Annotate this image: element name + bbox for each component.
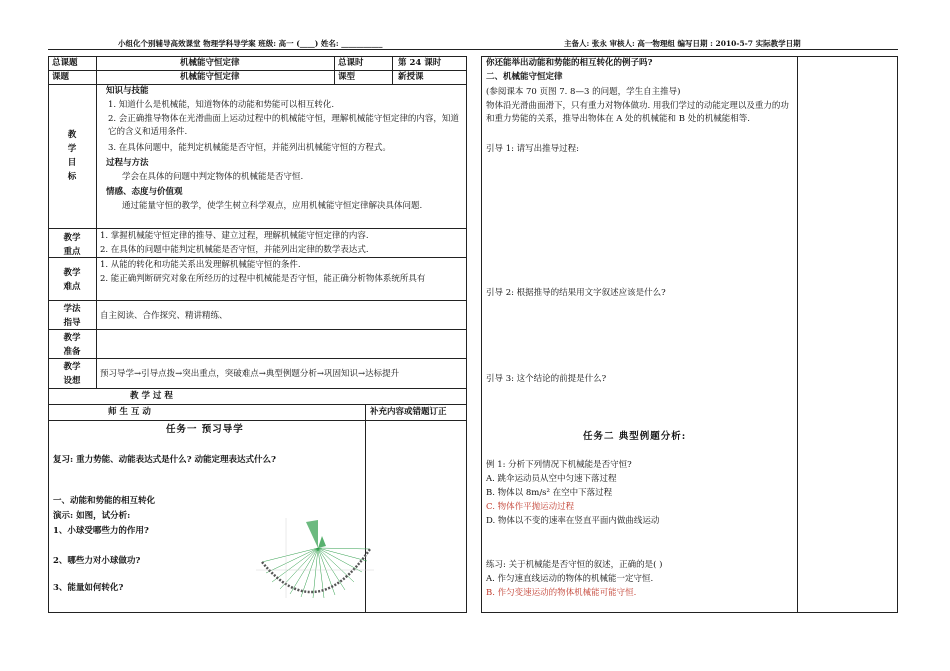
idea-label: 教学 设想	[63, 362, 81, 386]
section-heading-2: 二、机械能守恒定律	[486, 72, 563, 82]
practice-option-b: B. 作匀变速运动的物体机械能可能守恒.	[486, 588, 637, 598]
header-left: 小组化个别辅导高效课堂 物理学科导学案 班级: 高一 (____) 姓名: ___________	[118, 39, 383, 48]
goal-item-1: 1. 知道什么是机械能，知道物体的动能和势能可以相互转化.	[108, 100, 335, 110]
keti-value: 机械能守恒定律	[180, 72, 240, 82]
goal-item-3: 3. 在具体问题中，能判定机械能是否守恒，并能列出机械能守恒的方程式。	[108, 143, 391, 153]
difficulty-1: 1. 从能的转化和功能关系出发理解机械能守恒的条件.	[100, 260, 301, 270]
practice-question: 练习: 关于机械能是否守恒的叙述，正确的是( )	[486, 560, 663, 570]
difficulty-2: 2. 能正确判断研究对象在所经历的过程中机械能是否守恒，能正确分析物体系统所具有	[100, 274, 426, 284]
practice-option-a: A. 作匀速直线运动的物体的机械能一定守恒.	[486, 574, 654, 584]
task2-title: 任务二 典型例题分析:	[583, 431, 687, 442]
guide-1: 引导 1: 请写出推导过程:	[486, 144, 580, 154]
header-right: 主备人: 张永 审核人: 高一物理组 编写日期 : 2010-5-7 实际教学日期	[564, 39, 801, 48]
guide-2: 引导 2: 根据推导的结果用文字叙述应该是什么?	[486, 288, 666, 298]
row-rule	[48, 329, 467, 330]
reference-note: (参阅课本 70 页图 7. 8—3 的问题，学生自主推导)	[486, 87, 681, 97]
keti-label: 课题	[52, 72, 70, 82]
pendulum-diagram	[256, 518, 374, 598]
option-b: B. 物体以 8m/s² 在空中下落过程	[486, 488, 613, 498]
goal-label: 教 学 目 标	[67, 130, 77, 182]
zong-keshi-label: 总课时	[338, 58, 364, 68]
zong-keshi-value: 第 24 课时	[398, 58, 442, 68]
kexing-value: 新授课	[398, 72, 424, 82]
task1-title: 任务一 预习导学	[166, 424, 244, 435]
col-rule	[96, 56, 97, 388]
support-wedge	[306, 520, 318, 548]
option-c: C. 物体作平抛运动过程	[486, 502, 575, 512]
process-heading: 教 学 过 程	[130, 391, 173, 401]
pivot-mark	[318, 536, 326, 548]
question-1: 1、小球受哪些力的作用?	[53, 526, 149, 536]
guide-3: 引导 3: 这个结论的前提是什么?	[486, 374, 607, 384]
goal-item-5: 通过能量守恒的教学，使学生树立科学观点，应用机械能守恒定律解决具体问题.	[122, 201, 423, 211]
section-heading-1: 一、动能和势能的相互转化	[53, 496, 156, 506]
method-value: 自主阅读、合作探究、精讲精练、	[100, 311, 228, 321]
derivation-description: 物体沿光滑曲面滑下，只有重力对物体做功. 用我们学过的动能定理以及重力的功和重力势能的关系，推导出物体在 A 处的机械能和 B 处的机械能相等.	[486, 101, 789, 124]
question-3: 3、能量如何转化?	[53, 583, 124, 593]
idea-value: 预习导学→引导点拨→突出重点，突破难点→典型例题分析→巩固知识→达标提升	[100, 369, 400, 379]
goal-item-2: 2. 会正确推导物体在光滑曲面上运动过程中的机械能守恒，理解机械能守恒定律的内容，知道它的含义和适用条件.	[108, 114, 459, 137]
row-rule	[48, 404, 467, 405]
example-question: 你还能举出动能和势能的相互转化的例子吗?	[486, 58, 653, 68]
goal-heading-attitude: 情感、态度与价值观	[106, 187, 183, 197]
row-rule	[48, 358, 467, 359]
row-rule	[48, 420, 467, 421]
key-point-1: 1. 掌握机械能守恒定律的推导、建立过程，理解机械能守恒定律的内容.	[100, 231, 369, 241]
header-rule	[48, 49, 898, 50]
kexing-label: 课型	[338, 72, 356, 82]
key-point-2: 2. 在具体的问题中能判定机械能是否守恒，并能列出定律的数学表达式.	[100, 245, 369, 255]
row-rule	[48, 300, 467, 301]
key-label: 教学 重点	[63, 233, 81, 257]
row-rule	[48, 257, 467, 258]
preparation-label: 教学 准备	[63, 333, 81, 357]
col-rule	[334, 56, 335, 84]
goal-item-4: 学会在具体的问题中判定物体的机械能是否守恒.	[122, 172, 304, 182]
row-rule	[48, 228, 467, 229]
demo-text: 演示: 如图，试分析:	[53, 511, 131, 521]
row-rule	[48, 388, 467, 389]
question-2: 2、哪些力对小球做功?	[53, 556, 141, 566]
col-rule	[392, 56, 393, 84]
goal-heading-knowledge: 知识与技能	[106, 86, 149, 96]
zong-keti-label: 总课题	[52, 58, 78, 68]
arc-track	[262, 549, 370, 592]
example-1: 例 1: 分析下列情况下机械能是否守恒?	[486, 460, 632, 470]
option-a: A. 跳伞运动员从空中匀速下落过程	[486, 474, 617, 484]
review-question: 复习: 重力势能、动能表达式是什么? 动能定理表达式什么?	[53, 455, 277, 465]
supplement-heading: 补充内容或错题订正	[370, 407, 447, 417]
right-table	[481, 56, 898, 613]
zong-keti-value: 机械能守恒定律	[180, 58, 240, 68]
col-rule	[797, 56, 798, 613]
option-d: D. 物体以不变的速率在竖直平面内做曲线运动	[486, 516, 660, 526]
difficulty-label: 教学 难点	[63, 268, 81, 292]
interaction-heading: 师 生 互 动	[108, 407, 151, 417]
method-label: 学法 指导	[63, 304, 81, 328]
goal-heading-process: 过程与方法	[106, 158, 149, 168]
